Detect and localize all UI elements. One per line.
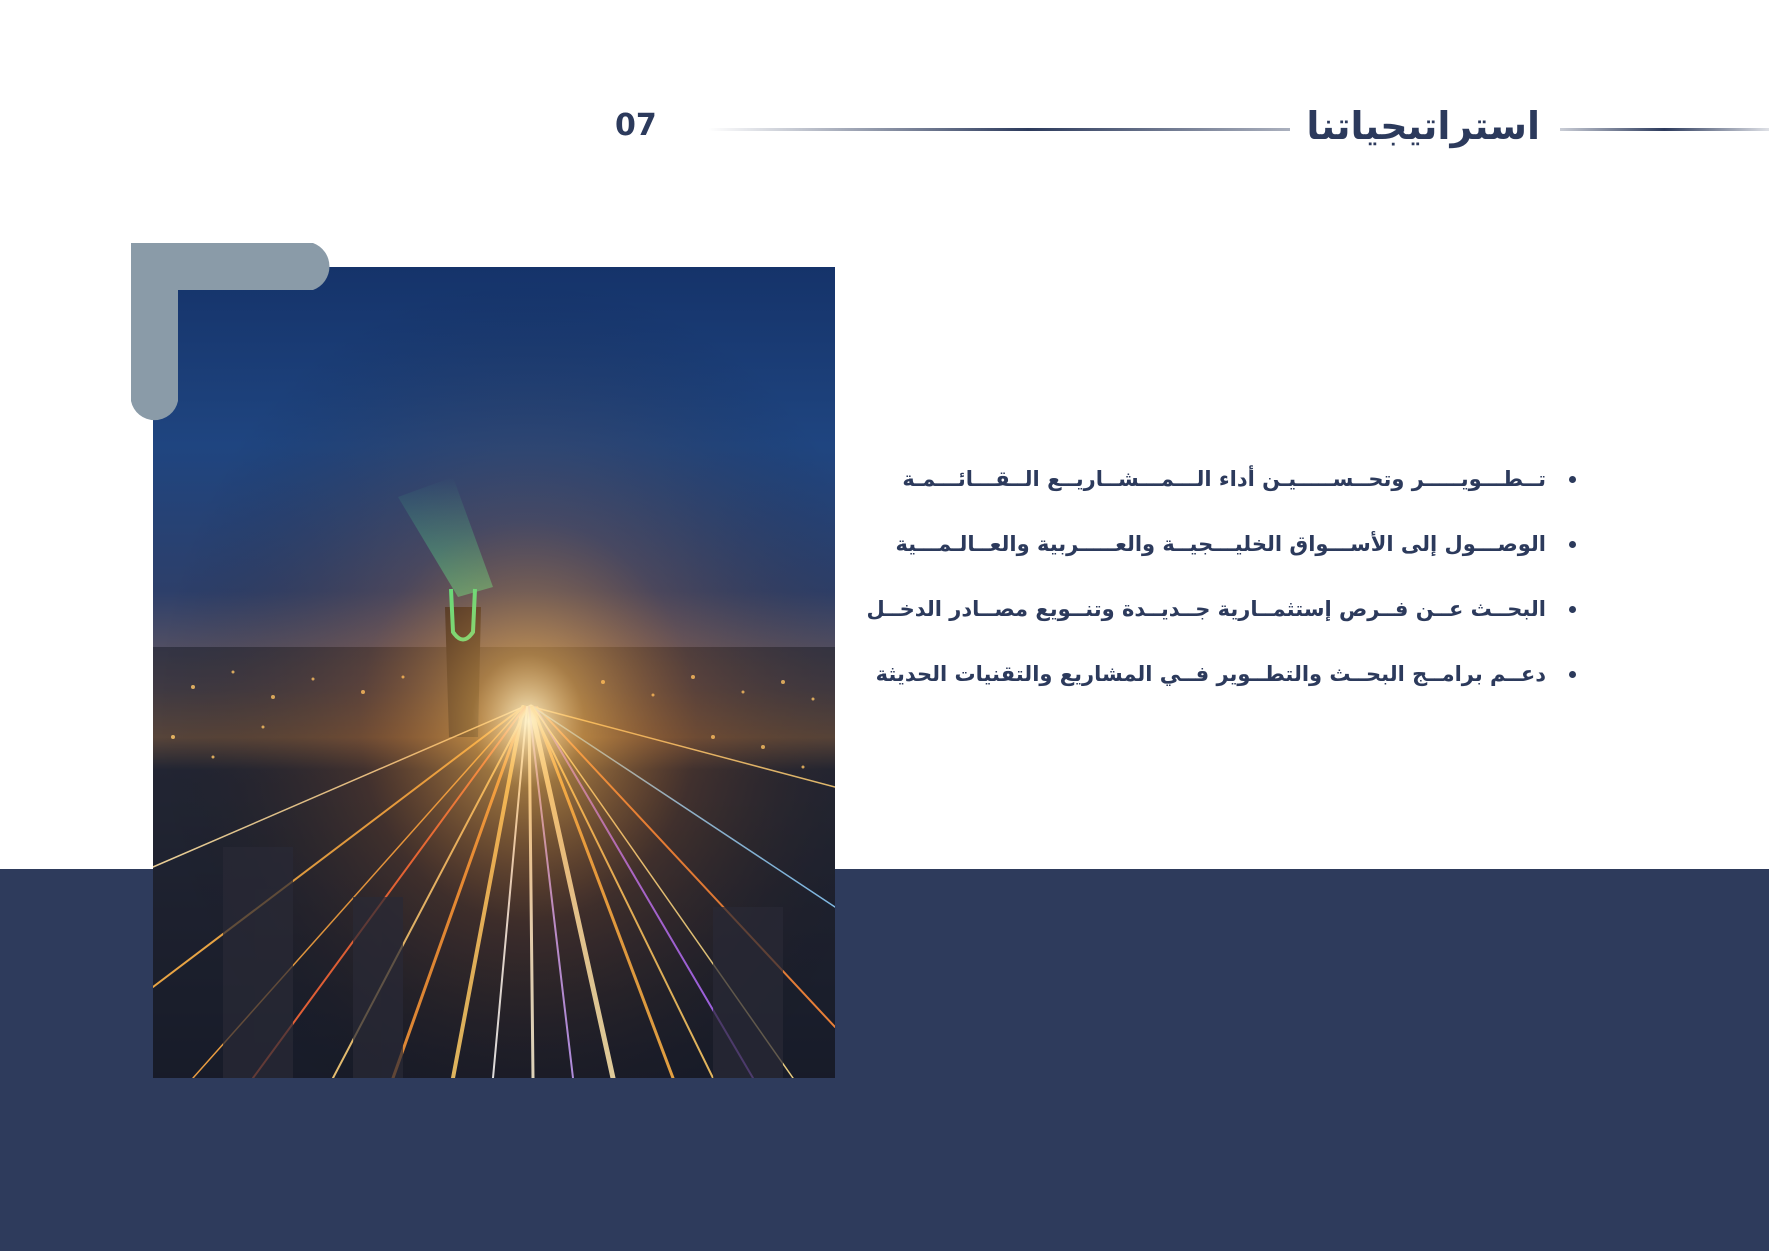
list-item bbox=[895, 520, 1570, 585]
strategy-text: الوصـــول إلى الأســـواق الخليـــجيــة والعـــــربية والعــالـمـــية bbox=[895, 532, 1546, 556]
header-divider-left bbox=[708, 128, 1290, 131]
list-item bbox=[875, 650, 1570, 715]
strategy-list bbox=[866, 455, 1570, 715]
page-number: 07 bbox=[615, 108, 657, 143]
corner-bracket-decoration bbox=[131, 243, 338, 426]
bullet-icon bbox=[1569, 541, 1576, 548]
list-item bbox=[902, 455, 1570, 520]
page-title: استراتيجياتنا bbox=[1306, 104, 1540, 148]
bullet-icon bbox=[1569, 606, 1576, 613]
header-divider-right bbox=[1560, 128, 1769, 131]
list-item bbox=[866, 585, 1570, 650]
bullet-icon bbox=[1569, 476, 1576, 483]
strategy-text: تــطـــويـــــر وتحــســـــيـن أداء الـــمـــشــاريــع الــقـــائـــمـة bbox=[902, 467, 1546, 491]
bullet-icon bbox=[1569, 671, 1576, 678]
strategy-text: دعــم برامــج البحــث والتطــوير فــي المشاريع والتقنيات الحديثة bbox=[875, 662, 1546, 686]
strategy-text: البحــث عــن فــرص إستثمــارية جــديــدة وتنــويع مصــادر الدخــل bbox=[866, 597, 1546, 621]
